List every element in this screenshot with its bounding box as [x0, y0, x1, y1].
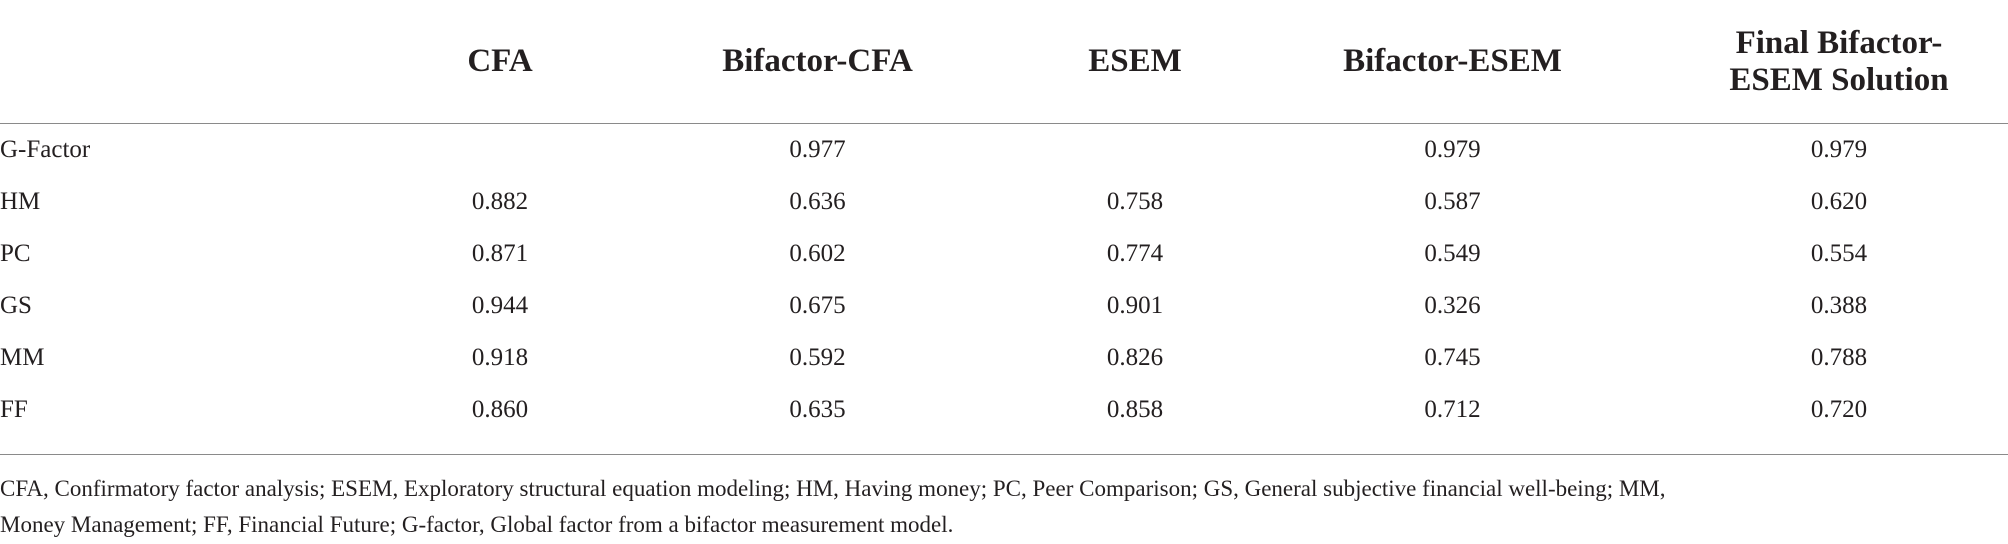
footnote-line1: CFA, Confirmatory factor analysis; ESEM, Exploratory structural equation modeling; HM, Having money; PC, Peer Comparison; GS, General subjective financial well-being; MM, — [0, 476, 1666, 501]
esem-value: 0.758 — [1106, 188, 1164, 215]
row-label: G-Factor — [0, 136, 91, 163]
header-final-line2: ESEM Solution — [1729, 61, 1949, 98]
final-value: 0.720 — [1810, 396, 1868, 423]
bifactor-esem-value: 0.326 — [1424, 292, 1481, 319]
row-label: FF — [0, 396, 28, 423]
bifactor-esem-value: 0.549 — [1424, 240, 1481, 267]
header-bifactor-esem: Bifactor-ESEM — [1235, 0, 1670, 124]
table-row — [0, 228, 2008, 280]
esem-value — [1035, 124, 1235, 177]
table-row — [0, 280, 2008, 332]
bifactor-esem-value: 0.979 — [1424, 136, 1481, 163]
bifactor-cfa-value: 0.636 — [789, 188, 846, 215]
table-row — [0, 176, 2008, 228]
final-value: 0.388 — [1810, 292, 1868, 319]
header-bifactor-cfa: Bifactor-CFA — [600, 0, 1035, 124]
esem-value: 0.774 — [1106, 240, 1164, 267]
cfa-value — [400, 124, 600, 177]
final-value: 0.788 — [1810, 344, 1868, 371]
table-row — [0, 332, 2008, 384]
table-body — [0, 124, 2008, 437]
final-value: 0.620 — [1810, 188, 1868, 215]
cfa-value: 0.871 — [471, 240, 529, 267]
bifactor-cfa-value: 0.635 — [789, 396, 846, 423]
header-final-line1: Final Bifactor- — [1735, 24, 1943, 61]
table-row — [0, 384, 2008, 436]
header-esem: ESEM — [1035, 0, 1235, 124]
esem-value: 0.901 — [1106, 292, 1164, 319]
header-empty — [0, 0, 400, 124]
bifactor-esem-value: 0.712 — [1424, 396, 1481, 423]
bifactor-esem-value: 0.587 — [1424, 188, 1481, 215]
final-value: 0.979 — [1810, 136, 1868, 163]
row-label: MM — [0, 344, 45, 371]
cfa-value: 0.860 — [471, 396, 529, 423]
cfa-value: 0.882 — [471, 188, 529, 215]
footnote-line2: Money Management; FF, Financial Future; G-factor, Global factor from a bifactor measurement model. — [0, 512, 954, 537]
header-final-bifactor-esem — [1670, 0, 2008, 124]
bifactor-cfa-value: 0.977 — [789, 136, 846, 163]
final-value: 0.554 — [1810, 240, 1868, 267]
table-header — [0, 0, 2008, 124]
header-cfa: CFA — [400, 0, 600, 124]
bifactor-esem-value: 0.745 — [1424, 344, 1481, 371]
header-row — [0, 0, 2008, 124]
cfa-value: 0.918 — [471, 344, 529, 371]
table-row — [0, 124, 2008, 177]
row-label: HM — [0, 188, 41, 215]
row-label: GS — [0, 292, 32, 319]
esem-value: 0.826 — [1106, 344, 1164, 371]
row-label: PC — [0, 240, 31, 267]
bifactor-cfa-value: 0.602 — [789, 240, 846, 267]
esem-value: 0.858 — [1106, 396, 1164, 423]
bifactor-cfa-value: 0.592 — [789, 344, 846, 371]
cfa-value: 0.944 — [471, 292, 529, 319]
bifactor-cfa-value: 0.675 — [789, 292, 846, 319]
table-footnote — [0, 454, 2008, 543]
